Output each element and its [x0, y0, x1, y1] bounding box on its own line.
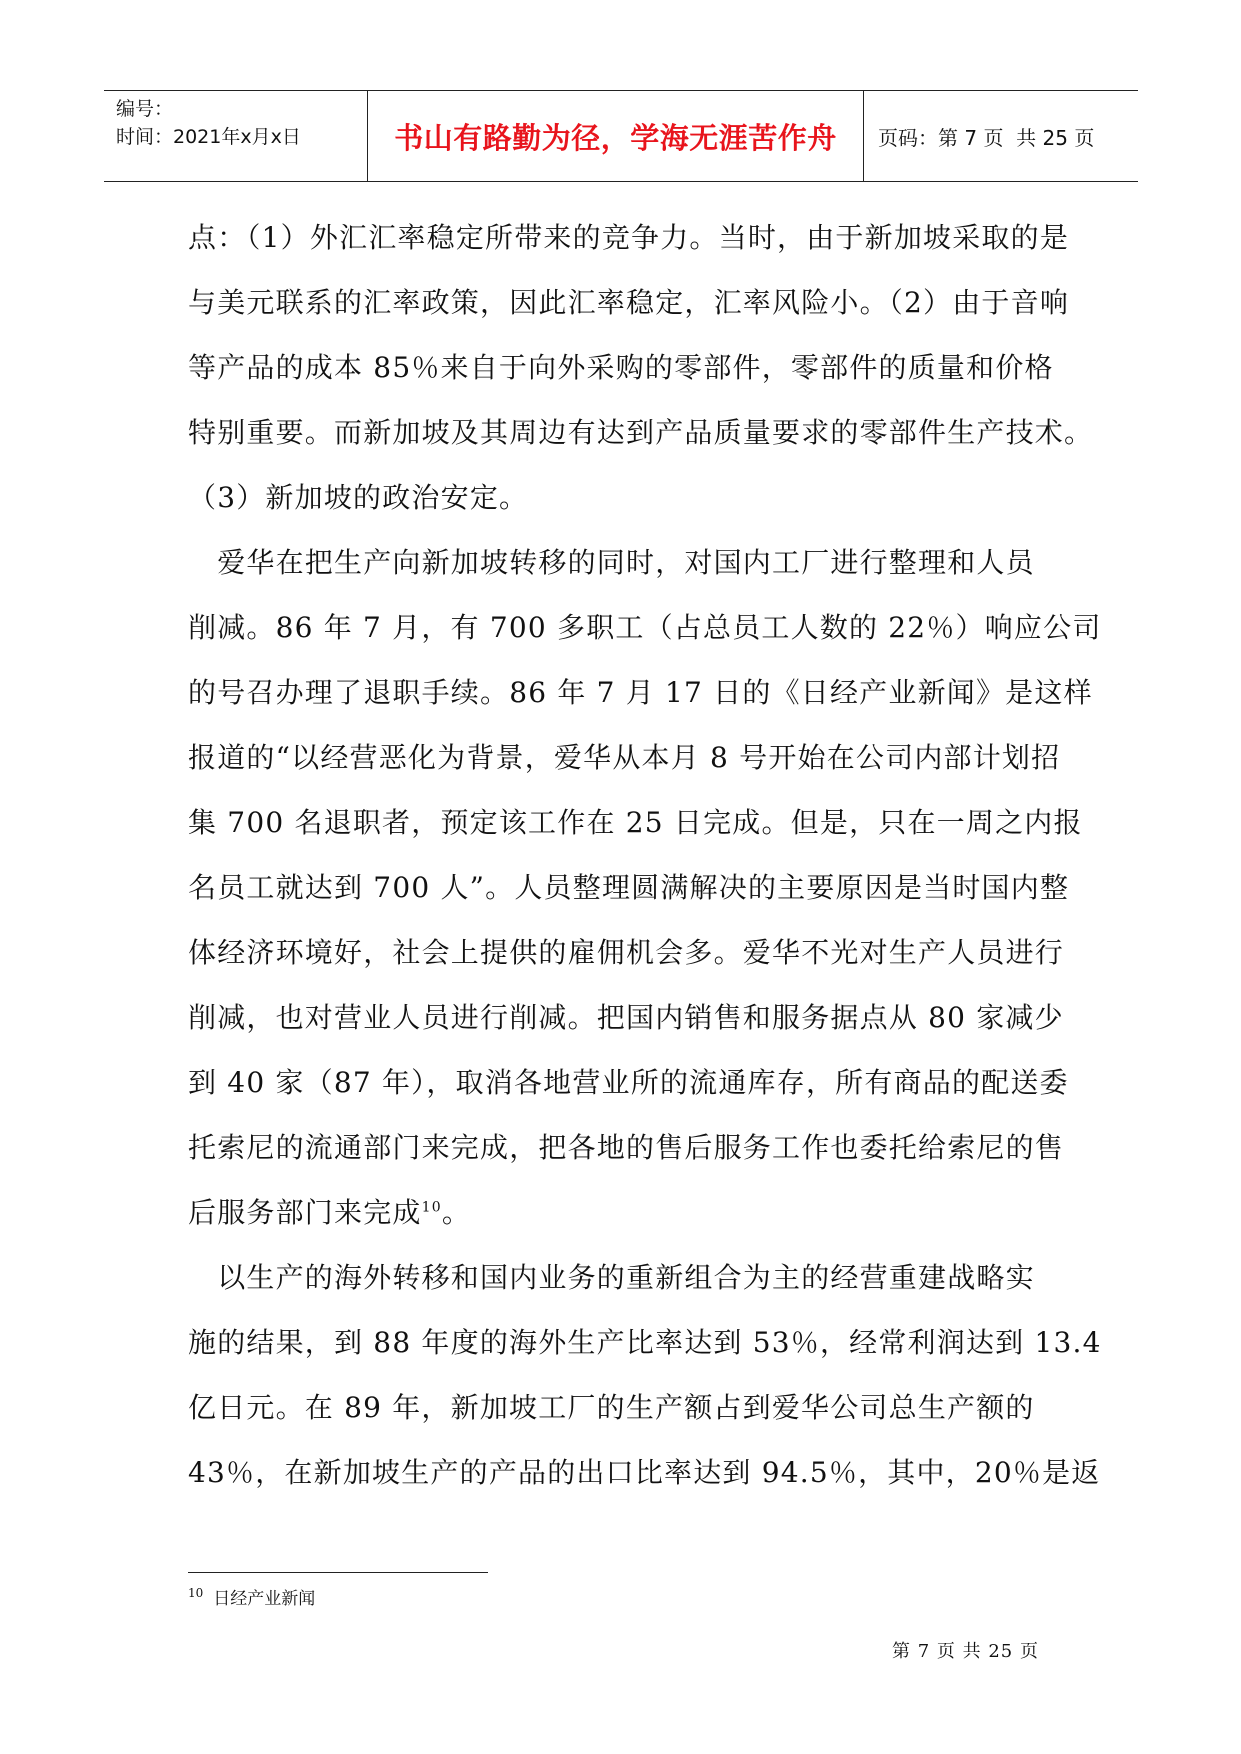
text-line: 43％，在新加坡生产的产品的出口比率达到 94.5％，其中，20％是返 [188, 1456, 1101, 1489]
text-segment: 后服务部门来完成 [188, 1196, 422, 1229]
header-page-info [864, 91, 1138, 181]
document-header [104, 90, 1138, 182]
text-line: 的号召办理了退职手续。86 年 7 月 17 日的《日经产业新闻》是这样 [188, 676, 1093, 709]
motto-text: 书山有路勤为径，学海无涯苦作舟 [394, 120, 837, 155]
footnote-text: 日经产业新闻 [213, 1589, 316, 1609]
text-line: 特别重要。而新加坡及其周边有达到产品质量要求的零部件生产技术。 [188, 416, 1094, 449]
text-line: 到 40 家（87 年），取消各地营业所的流通库存，所有商品的配送委 [188, 1066, 1069, 1099]
text-line: 集 700 名退职者，预定该工作在 25 日完成。但是，只在一周之内报 [188, 806, 1083, 839]
document-time: 时间：2021年x月x日 [116, 126, 301, 148]
text-line: 名员工就达到 700 人”。人员整理圆满解决的主要原因是当时国内整 [188, 871, 1070, 904]
text-line: 点：（1）外汇汇率稳定所带来的竞争力。当时，由于新加坡采取的是 [188, 221, 1070, 254]
page-footer: 第 7 页 共 25 页 [892, 1641, 1039, 1662]
text-line: 以生产的海外转移和国内业务的重新组合为主的经营重建战略实 [188, 1261, 1035, 1294]
text-line: 与美元联系的汇率政策，因此汇率稳定，汇率风险小。（2）由于音响 [188, 286, 1070, 319]
text-line-with-footnote [188, 1193, 1068, 1258]
document-number-label: 编号： [116, 98, 174, 120]
header-motto-cell [368, 91, 864, 181]
body-text [188, 218, 1102, 1518]
footnote-divider [188, 1572, 488, 1573]
footnote-reference: 10 [421, 1199, 442, 1216]
footnote-number: 10 [188, 1586, 204, 1601]
text-line: 削减，也对营业人员进行削减。把国内销售和服务据点从 80 家减少 [188, 1001, 1064, 1034]
footnote [188, 1584, 315, 1609]
text-line: （3）新加坡的政治安定。 [188, 481, 529, 514]
text-line: 体经济环境好，社会上提供的雇佣机会多。爱华不光对生产人员进行 [188, 936, 1065, 969]
text-line: 等产品的成本 85％来自于向外采购的零部件，零部件的质量和价格 [188, 351, 1054, 384]
text-line: 报道的“以经营恶化为背景，爱华从本月 8 号开始在公司内部计划招 [188, 741, 1061, 774]
text-line: 爱华在把生产向新加坡转移的同时，对国内工厂进行整理和人员 [188, 546, 1035, 579]
text-segment: 。 [441, 1196, 472, 1229]
page-info-text: 页码：第 7 页 共 25 页 [878, 125, 1095, 150]
text-line: 亿日元。在 89 年，新加坡工厂的生产额占到爱华公司总生产额的 [188, 1391, 1035, 1424]
text-line: 托索尼的流通部门来完成，把各地的售后服务工作也委托给索尼的售 [188, 1131, 1065, 1164]
text-line: 削减。86 年 7 月，有 700 多职工（占总员工人数的 22％）响应公司 [188, 611, 1102, 644]
header-meta [104, 91, 368, 181]
text-line: 施的结果，到 88 年度的海外生产比率达到 53％，经常利润达到 13.4 [188, 1326, 1102, 1359]
